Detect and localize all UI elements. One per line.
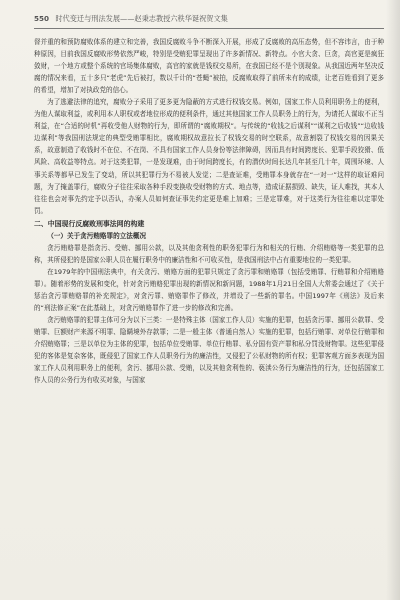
paragraph-continued: 督并重的和预防腐败体系的建立和完善，我国反腐败斗争不断深入开展，形成了反腐败的高压态势，但不容讳言，由于种种原因，目前我国反腐败形势依然严峻，特别是受贿犯罪呈现出了许多新情况、新特点。小官大贪、巨贪，高官更是疯狂敛财，一个地方或整个系统的官场集体腐败，高官的家就是钱权交易所，在我国已经不是个别现象。从我国近两年坚决反腐的情况来看，五十多只“老虎”先后被打，数以千计的“苍蝇”被拍，反腐败取得了前所未有的成绩，让老百姓看到了更多的希望，增加了对执政党的信心。 <box>34 38 384 95</box>
section-heading: 二、中国现行反腐败刑事法网的构建 <box>34 219 145 228</box>
paragraph-legislative-history: 在1979年的中国刑法典中，有关贪污、贿赂方面的犯罪只规定了贪污罪和贿赂罪（包括受贿罪、行贿罪和介绍贿赂罪）。随着形势的发展和变化，针对贪污贿赂犯罪出现的新情况和新问题，1988年1月21日全国人大常委会通过了《关于惩治贪污罪贿赂罪的补充规定》，对贪污罪、贿赂罪作了修改，并增设了一些新的罪名。中国1997年《刑法》及后来的“刑法修正案”在此基础上，对贪污贿赂罪作了进一步的修改和完善。 <box>34 267 384 313</box>
running-title: 时代变迁与刑法发展——赵秉志教授六秩华诞祝贺文集 <box>55 14 228 23</box>
subsection-heading: （一）关于贪污贿赂罪的立法概况 <box>47 231 147 240</box>
page-shadow <box>386 0 400 600</box>
body-text <box>34 36 384 591</box>
header-rule <box>34 28 384 29</box>
paragraph-crime-subjects: 贪污贿赂罪的犯罪主体可分为以下三类：一是特殊主体（国家工作人员）实施的犯罪，包括贪污罪、挪用公款罪、受贿罪、巨额财产来源不明罪、隐瞒境外存款罪；二是一般主体（普通自然人）实施的犯罪，包括行贿罪、对单位行贿罪和介绍贿赂罪；三是以单位为主体的犯罪，包括单位受贿罪、单位行贿罪、私分国有资产罪和私分罚没财物罪。这些犯罪侵犯的客体是复杂客体，既侵犯了国家工作人员职务行为的廉洁性，又侵犯了公私财物的所有权；犯罪客观方面多表现为国家工作人员利用职务上的便利，贪污、挪用公款、受贿，以及其他贪利性的、亵渎公务行为廉洁性的行为，还包括国家工作人员的公务行为有收买对象，与国家 <box>34 316 384 385</box>
paragraph-definition: 贪污贿赂罪是指贪污、受贿、挪用公款，以及其他贪利性的职务犯罪行为和相关的行贿、介绍贿赂等一类犯罪的总称，其所侵犯的是国家公职人员在履行职务中的廉洁性和不可收买性，是我国刑法中占有重要地位的一类犯罪。 <box>34 243 384 264</box>
running-header <box>34 14 384 28</box>
page-number: 550 <box>34 14 50 23</box>
paragraph-corruption-options: 为了逃避法律的追究，腐败分子采用了更多更为隐蔽的方式进行权钱交易。例如，国家工作人员利用职务上的便利，为他人谋取利益，或利用本人职权或者地位形成的便利条件，通过其他国家工作人员职务上的行为，为请托人谋取不正当利益，在“合适的时机”再收受他人财物的行为，即所谓的“腐败期权”。与传统的“收钱之后谋利”“谋利之后收钱”“边收钱边谋利”等我国刑法规定的典型受贿罪相比，腐败期权故意拉长了权钱交易的时空联系，故意割裂了权钱交易的因果关系，故意制造了收钱时不在位、不在岗、不具有国家工作人员身份等法律障碍，因而具有时间跨度长、犯罪手段狡猾、低风险、高收益等特点。对于这类犯罪，一是发现难，由于时间跨度长，有的潜伏时间长达几年甚至几十年，周围环境、人事关系等都早已发生了变动，所以其犯罪行为不易被人发觉；二是查证难，受贿罪本身就存在“一对一”这样的取证难问题，为了掩盖罪行，腐败分子往往采取各种手段变换收受财物的方式、地点等，造成证据损毁、缺失，证人难找，其本人往往也会对事先约定予以否认，办案人员如何查证事先约定更是难上加难；三是定罪难，对于这类行为往往难以定罪处罚。 <box>34 98 384 215</box>
